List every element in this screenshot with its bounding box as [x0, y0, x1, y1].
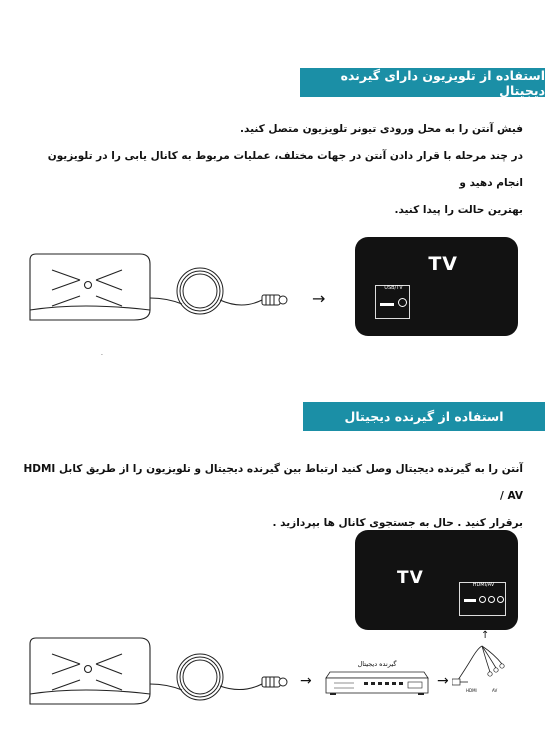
cable-type-text: HDMI / AV	[23, 463, 523, 502]
section2-line1-main: آنتن را به گیرنده دیجیتال وصل کنید ارتباط بین گیرنده دیجیتال و تلویزیون را از طریق کابل	[59, 463, 523, 475]
antenna-diagram-1	[22, 248, 297, 328]
av-cable-icon	[452, 640, 507, 696]
tv-icon-2	[355, 530, 518, 630]
section2-line2: برقرار کنید . حال به جستجوی کانال ها بپردازید .	[272, 517, 523, 529]
antenna-port-icon	[398, 298, 407, 307]
port-label-2: HDMI/AV	[472, 582, 495, 588]
av-port-icon	[497, 596, 504, 603]
antenna-icon	[30, 638, 150, 704]
plug-icon	[262, 295, 287, 305]
receiver-label: گیرنده دیجیتال	[357, 660, 397, 668]
coil-cable-icon	[150, 268, 262, 314]
cable-label-hdmi: HDMI	[466, 688, 477, 693]
hdmi-slot-icon	[464, 599, 476, 602]
av-port-icon	[479, 596, 486, 603]
hdmi-av-port-panel	[459, 582, 506, 616]
cable-drawing	[452, 640, 507, 688]
section2-line1	[18, 456, 523, 510]
section1-line3: بهترین حالت را پیدا کنید.	[394, 204, 523, 216]
section2-title-banner	[303, 402, 545, 431]
antenna-diagram-2	[22, 632, 322, 712]
av-port-icon	[488, 596, 495, 603]
usb-tv-port-panel	[375, 285, 410, 319]
section1-title: استفاده از تلویزیون دارای گیرنده دیجیتال	[340, 67, 545, 98]
receiver-body-icon	[324, 669, 430, 697]
usb-slot-icon	[380, 303, 394, 306]
section1-title-banner	[300, 68, 545, 97]
tv-icon	[355, 237, 518, 336]
receiver-icon	[324, 660, 430, 698]
tv-label: TV	[428, 253, 458, 275]
section2-text	[18, 456, 523, 537]
dot-mark: ·	[101, 352, 103, 359]
arrow-right-icon: →	[437, 673, 449, 689]
cable-label-av: AV	[492, 688, 498, 693]
tv-label-2: TV	[397, 568, 424, 588]
section2-title: استفاده از گیرنده دیجیتال	[344, 409, 504, 424]
coil-cable-icon	[150, 654, 262, 700]
section1-line1: فیش آنتن را به محل ورودی تیونر تلویزیون متصل کنید.	[240, 123, 523, 135]
arrow-up-icon: ↑	[481, 630, 490, 641]
antenna-icon	[30, 254, 150, 320]
arrow-right-icon: →	[312, 289, 326, 308]
plug-icon	[262, 677, 287, 687]
arrow-right-icon: →	[300, 673, 312, 689]
section1-line2: در چند مرحله با قرار دادن آنتن در جهات مختلف، عملیات مربوط به کانال یابی را در تلویزیون انجام دهید و	[47, 150, 523, 189]
port-label: USB/TV	[384, 285, 403, 291]
section1-text	[18, 116, 523, 224]
